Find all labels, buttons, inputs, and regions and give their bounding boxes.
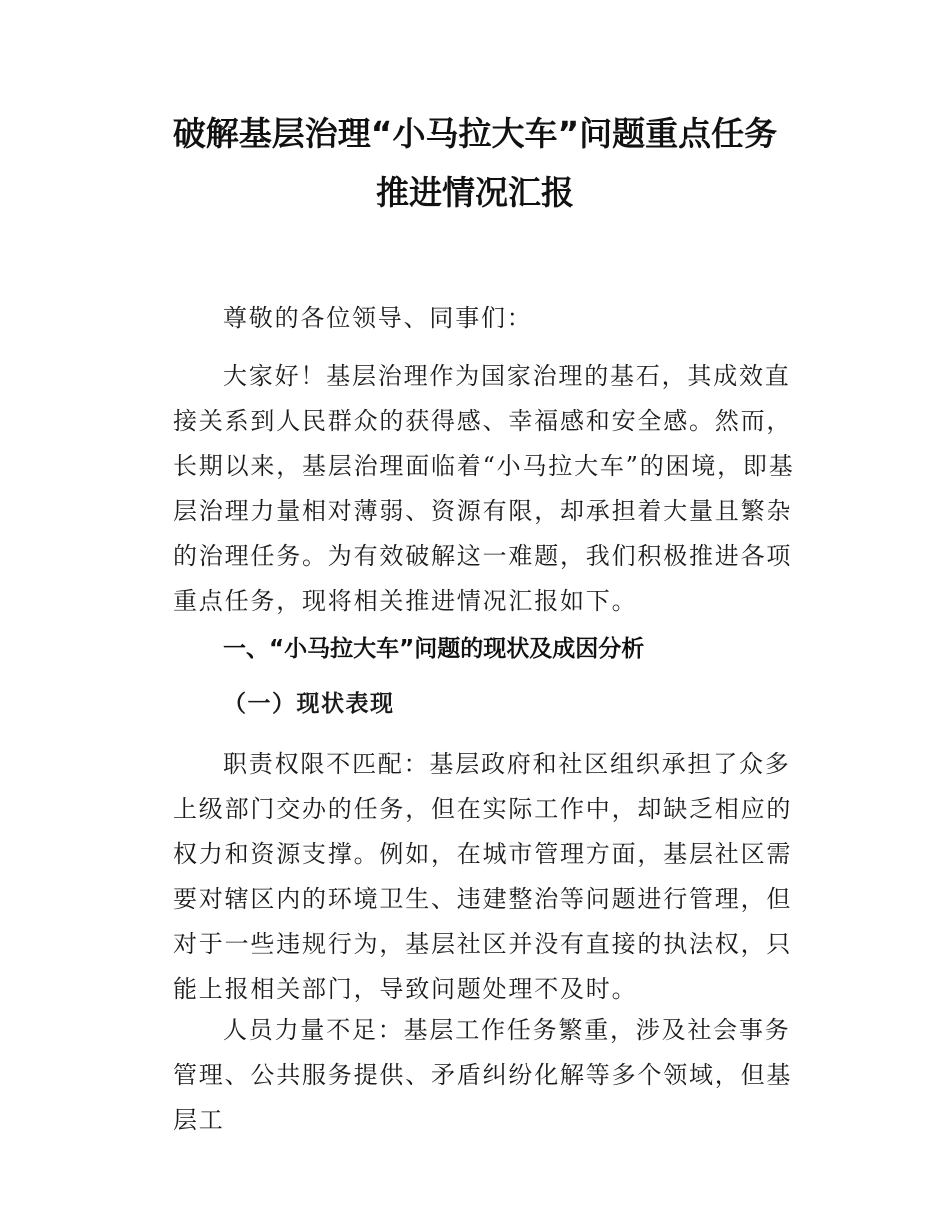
subsection-heading-1: （一）现状表现 [223,690,395,717]
paragraph-staff-shortage: 人员力量不足：基层工作任务繁重，涉及社会事务管理、公共服务提供、矛盾纠纷化解等多个领域，但基层工 [173,1016,793,1134]
paragraph-introduction: 大家好！基层治理作为国家治理的基石，其成效直接关系到人民群众的获得感、幸福感和安全感。然而，长期以来，基层治理面临着“小马拉大车”的困境，即基层治理力量相对薄弱、资源有限，却承担着大量且繁杂的治理任务。为有效破解这一难题，我们积极推进各项重点任务，现将相关推进情况汇报如下。 [173,362,795,615]
document-title-line1: 破解基层治理“小马拉大车”问题重点任务 [172,114,778,153]
document-title-line2: 推进情况汇报 [376,173,574,212]
section-heading-1: 一、“小马拉大车”问题的现状及成因分析 [223,636,645,662]
paragraph-responsibility-mismatch: 职责权限不匹配：基层政府和社区组织承担了众多上级部门交办的任务，但在实际工作中，却缺乏相应的权力和资源支撑。例如，在城市管理方面，基层社区需要对辖区内的环境卫生、违建整治等问题进行管理，但对于一些违规行为，基层社区并没有直接的执法权，只能上报相关部门，导致问题处理不及时。 [173,750,793,1003]
salutation: 尊敬的各位领导、同事们： [223,304,533,332]
